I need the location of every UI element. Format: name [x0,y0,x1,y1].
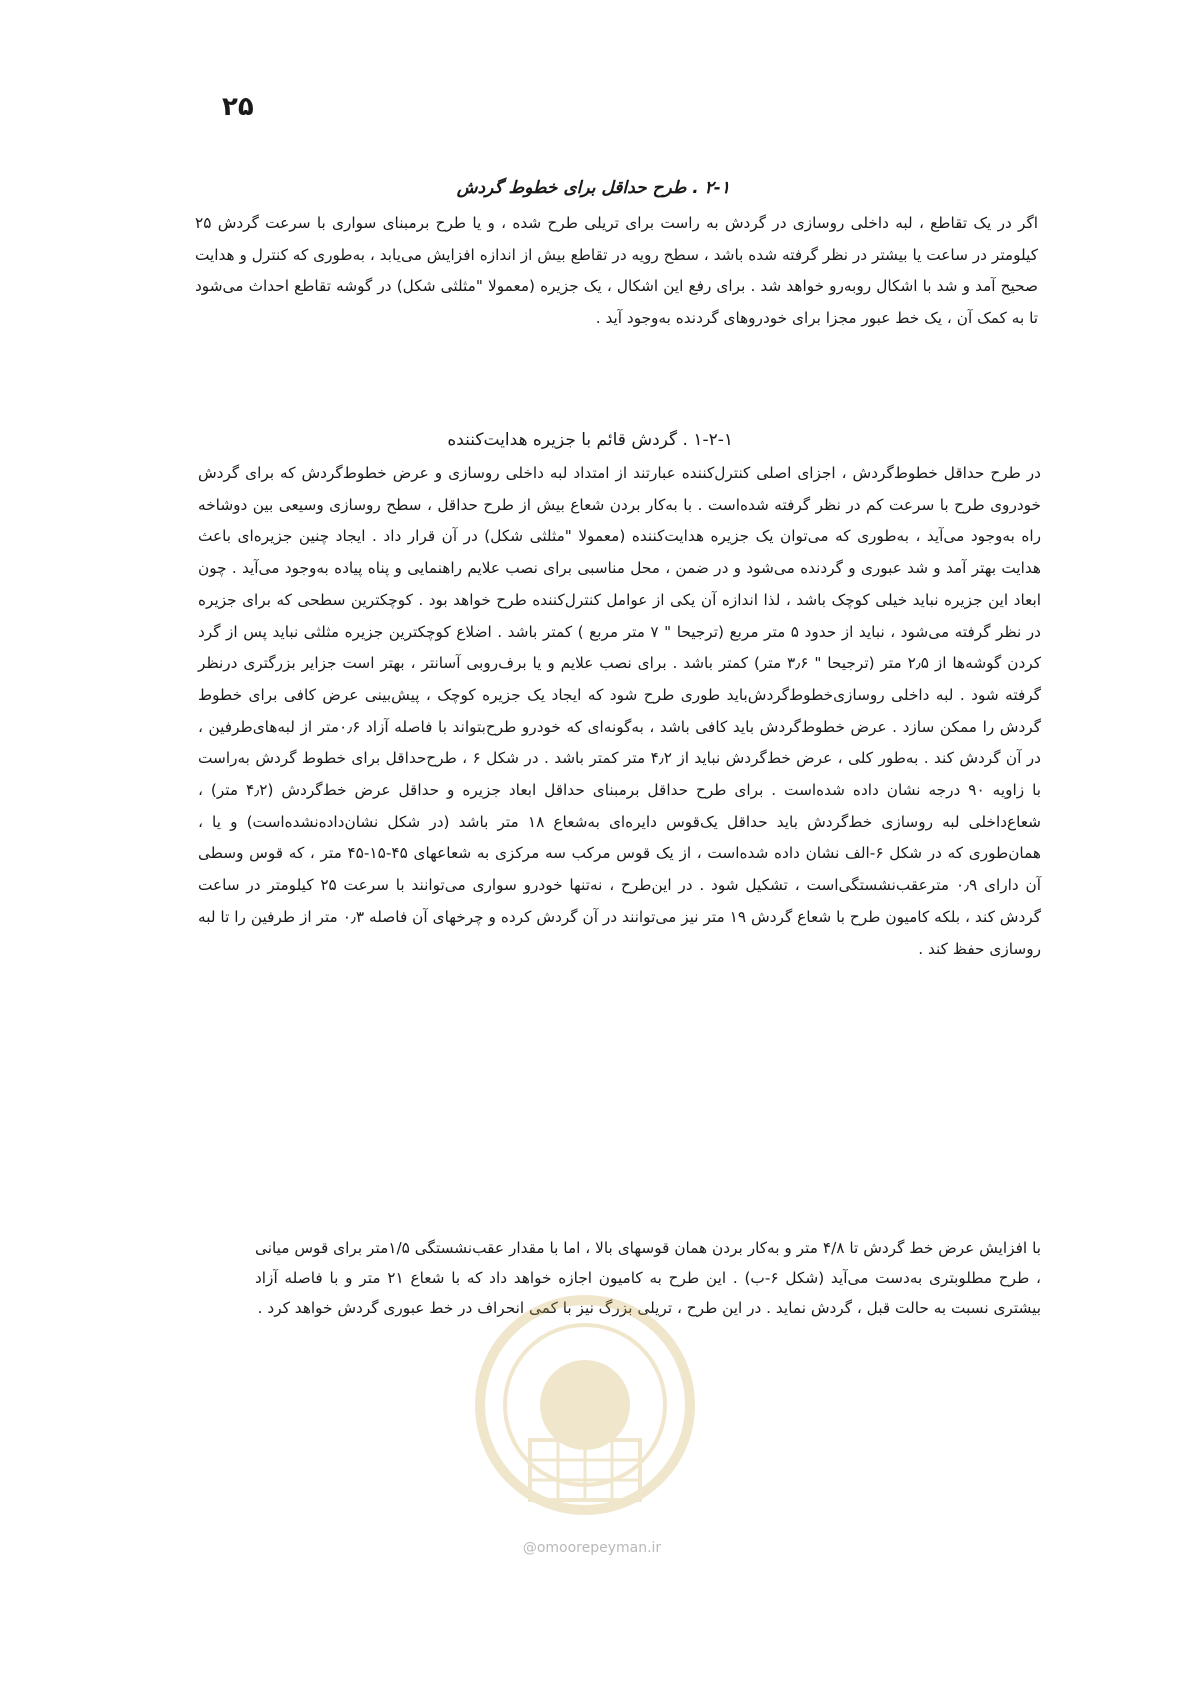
paragraph-intro: اگر در یک تقاطع ، لبه داخلی روسازی در گردش به راست برای تریلی طرح شده ، و یا طرح برمبنای سواری با سرعت گردش ۲۵ کیلومتر در ساعت یا بیشتر در نظر گرفته شده باشد ، سطح رویه در تقاطع بیش از اندازه افزایش می‌یابد ، به‌طوری که کنترل و هدایت صحیح آمد و شد با اشکال روبه‌رو خواهد شد . برای رفع این اشکال ، یک جزیره (معمولا "مثلثی شکل) در گوشه تقاطع احداث می‌شود تا به کمک آن ، یک خط عبور مجزا برای خودروهای گردنده به‌وجود آید . [195,214,1038,327]
subsection-heading: ۱-۲-۱ . گردش قائم با جزیره هدایت‌کننده [447,430,733,450]
paragraph-main: در طرح حداقل خطوط‌گردش ، اجزای اصلی کنترل‌کننده عبارتند از امتداد لبه داخلی روسازی و عرض خطوط‌گردش که برای گردش خودروی طرح با سرعت کم در نظر گرفته شده‌است . با به‌کار بردن شعاع بیش از طرح حداقل ، سطح روسازی وسیعی بین دوشاخه راه به‌وجود می‌آید ، به‌طوری که می‌توان یک جزیره هدایت‌کننده (معمولا "مثلثی شکل) در آن قرار داد . ایجاد چنین جزیره‌ای باعث هدایت بهتر آمد و شد عبوری و گردنده می‌شود و در ضمن ، محل مناسبی برای نصب علایم راهنمایی و پناه پیاده به‌وجود می‌آید . چون ابعاد این جزیره نباید خیلی کوچک باشد ، لذا اندازه آن یکی از عوامل کنترل‌کننده طرح خواهد بود . کوچکترین سطحی که برای جزیره در نظر گرفته می‌شود ، نباید از حدود ۵ متر مربع (ترجیحا " ۷ متر مربع ) کمتر باشد . اضلاع کوچکترین جزیره مثلثی نباید پس از گرد کردن گوشه‌ها از ۲٫۵ متر (ترجیحا " ۳٫۶ متر) کمتر باشد . برای نصب علایم و یا برف‌روبی آسانتر ، بهتر است جزایر بزرگتری درنظر گرفته شود . لبه داخلی روسازی‌خطوط‌گردش‌باید طوری طرح شود که ایجاد یک جزیره کوچک ، پیش‌بینی عرض کافی برای خطوط گردش را ممکن سازد . عرض خطوط‌گردش باید کافی باشد ، به‌گونه‌ای که خودرو طرح‌بتواند با فاصله آزاد ۰٫۶متر از لبه‌های‌طرفین ، در آن گردش کند . به‌طور کلی ، عرض خط‌گردش نباید از ۴٫۲ متر کمتر باشد . در شکل ۶ ، طرح‌حداقل برای خطوط گردش به‌راست با زاویه ۹۰ درجه نشان داده شده‌است . برای طرح حداقل برمبنای حداقل ابعاد جزیره و حداقل عرض خط‌گردش (۴٫۲ متر) ، شعاع‌داخلی لبه روسازی خط‌گردش باید حداقل یک‌قوس دایره‌ای به‌شعاع ۱۸ متر باشد (در شکل نشان‌داده‌نشده‌است) و یا ، همان‌طوری که در شکل ۶-الف نشان داده شده‌است ، از یک قوس مرکب سه مرکزی به شعاعهای ۴۵-۱۵-۴۵ متر ، که قوس وسطی آن دارای ۰٫۹ متر‌عقب‌نشستگی‌است ، تشکیل شود . در این‌طرح ، نه‌تنها خودرو سواری می‌توانند با سرعت ۲۵ کیلومتر در ساعت گردش کند ، بلکه کامیون طرح با شعاع گردش ۱۹ متر نیز می‌توانند در آن گردش کرده و چرخهای آن فاصله ۰٫۳ متر از طرفین را تا لبه روسازی حفظ کند . [198,464,1042,958]
watermark-logo-icon [470,1290,700,1570]
page-number: ۲۵ [222,92,254,122]
section-heading: ۲-۱ . طرح حداقل برای خطوط گردش [456,178,730,198]
watermark-text: @omoorepeyman.ir [522,1540,662,1556]
paragraph-closing: با افزایش عرض خط گردش تا ۴/۸ متر و به‌کار بردن همان قوسهای بالا ، اما با مقدار عقب‌نشستگی ۱/۵متر برای قوس میانی ، طرح مطلوبتری به‌دست می‌آید (شکل ۶-ب) . این طرح به کامیون اجازه خواهد داد که با شعاع ۲۱ متر و با فاصله آزاد بیشتری نسبت به حالت قبل ، گردش نماید . در این طرح ، تریلی بزرگ نیز با کمی انحراف در خط عبوری گردش خواهد کرد . [255,1239,1042,1317]
